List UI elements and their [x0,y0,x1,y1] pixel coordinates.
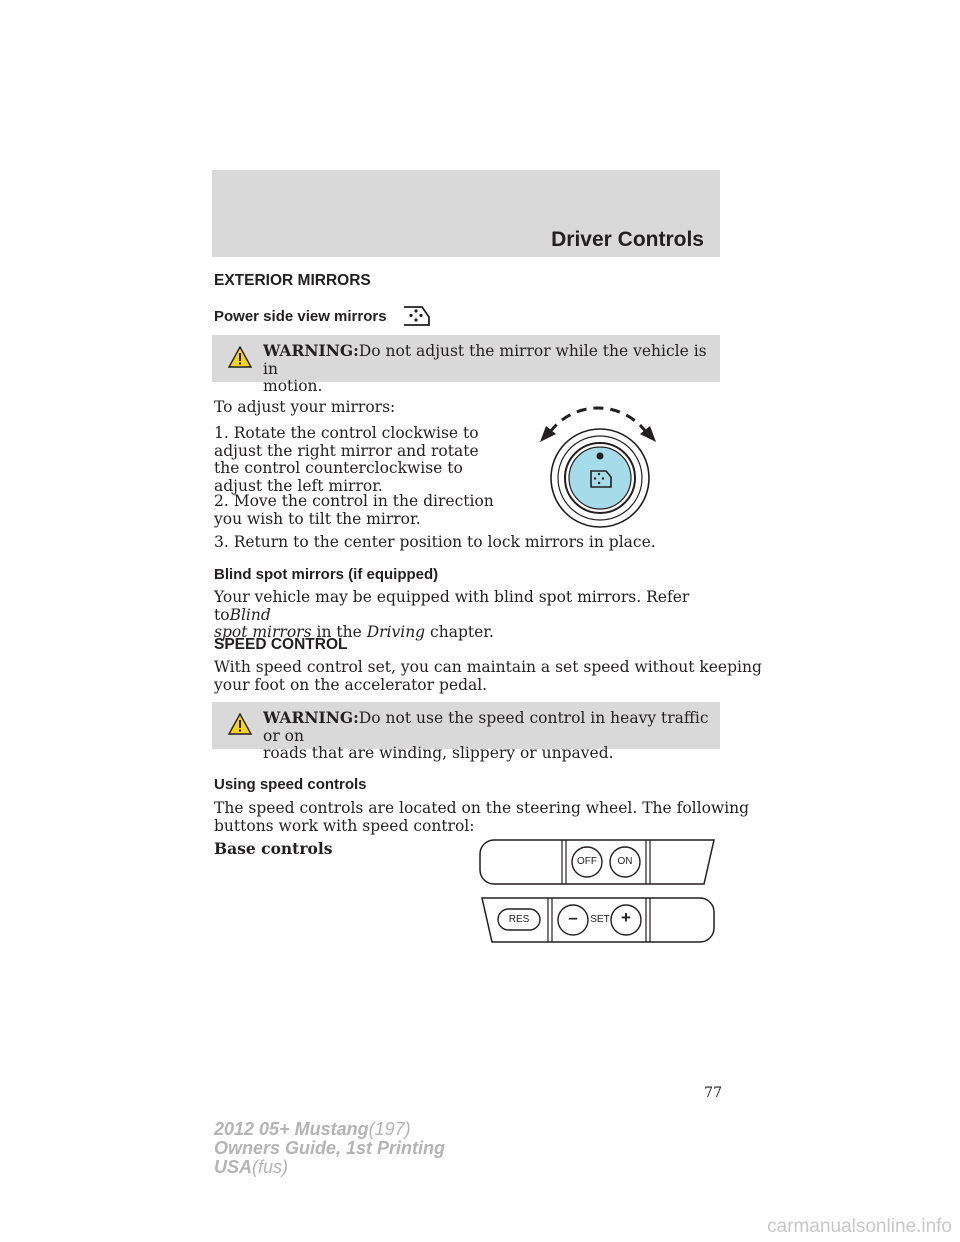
heading-using-speed-controls: Using speed controls [214,776,367,793]
heading-blind-spot: Blind spot mirrors (if equipped) [214,566,439,583]
mirror-control-icon [402,305,432,327]
warning-text-speed: WARNING:Do not use the speed control in heavy traffic or on roads that are winding, slippery or unpaved. [263,708,709,762]
base-controls-label: Base controls [214,839,333,858]
set-minus-button-label: – [568,908,578,927]
speed-control-buttons-illustration [476,836,720,946]
off-button-label: OFF [577,856,597,867]
set-label: SET [590,914,610,925]
using-speed-text: The speed controls are located on the steering wheel. The following buttons work with speed control: [214,799,750,835]
set-plus-button-label: + [621,908,631,927]
blind-spot-text: Your vehicle may be equipped with blind spot mirrors. Refer toBlind spot mirrors in the Driving chapter. [214,588,690,641]
mirror-knob-illustration [520,390,680,530]
speed-control-text: With speed control set, you can maintain a set speed without keeping your foot on the accelerator pedal. [214,658,762,694]
page-number: 77 [704,1085,722,1101]
warning-text-mirror: WARNING:Do not adjust the mirror while the vehicle is in motion. [263,341,707,395]
section-title: Driver Controls [551,228,704,251]
watermark: carmanualsonline.info [767,1216,952,1237]
heading-exterior-mirrors: EXTERIOR MIRRORS [214,272,371,289]
intro-adjust: To adjust your mirrors: [214,398,396,416]
step-1: 1. Rotate the control clockwise to adjust the right mirror and rotate the control counterclockwise to adjust the left mirror. [214,424,479,495]
heading-power-side-mirrors: Power side view mirrors [214,308,387,325]
warning-triangle-icon [228,713,252,735]
step-2: 2. Move the control in the direction you wish to tilt the mirror. [214,492,494,528]
on-button-label: ON [617,856,633,867]
heading-speed-control: SPEED CONTROL [214,636,348,653]
warning-triangle-icon [228,346,252,368]
footer-print-info: 2012 05+ Mustang(197) Owners Guide, 1st Printing USA(fus) [214,1119,446,1177]
step-3: 3. Return to the center position to lock mirrors in place. [214,533,656,551]
res-button-label: RES [508,914,530,925]
